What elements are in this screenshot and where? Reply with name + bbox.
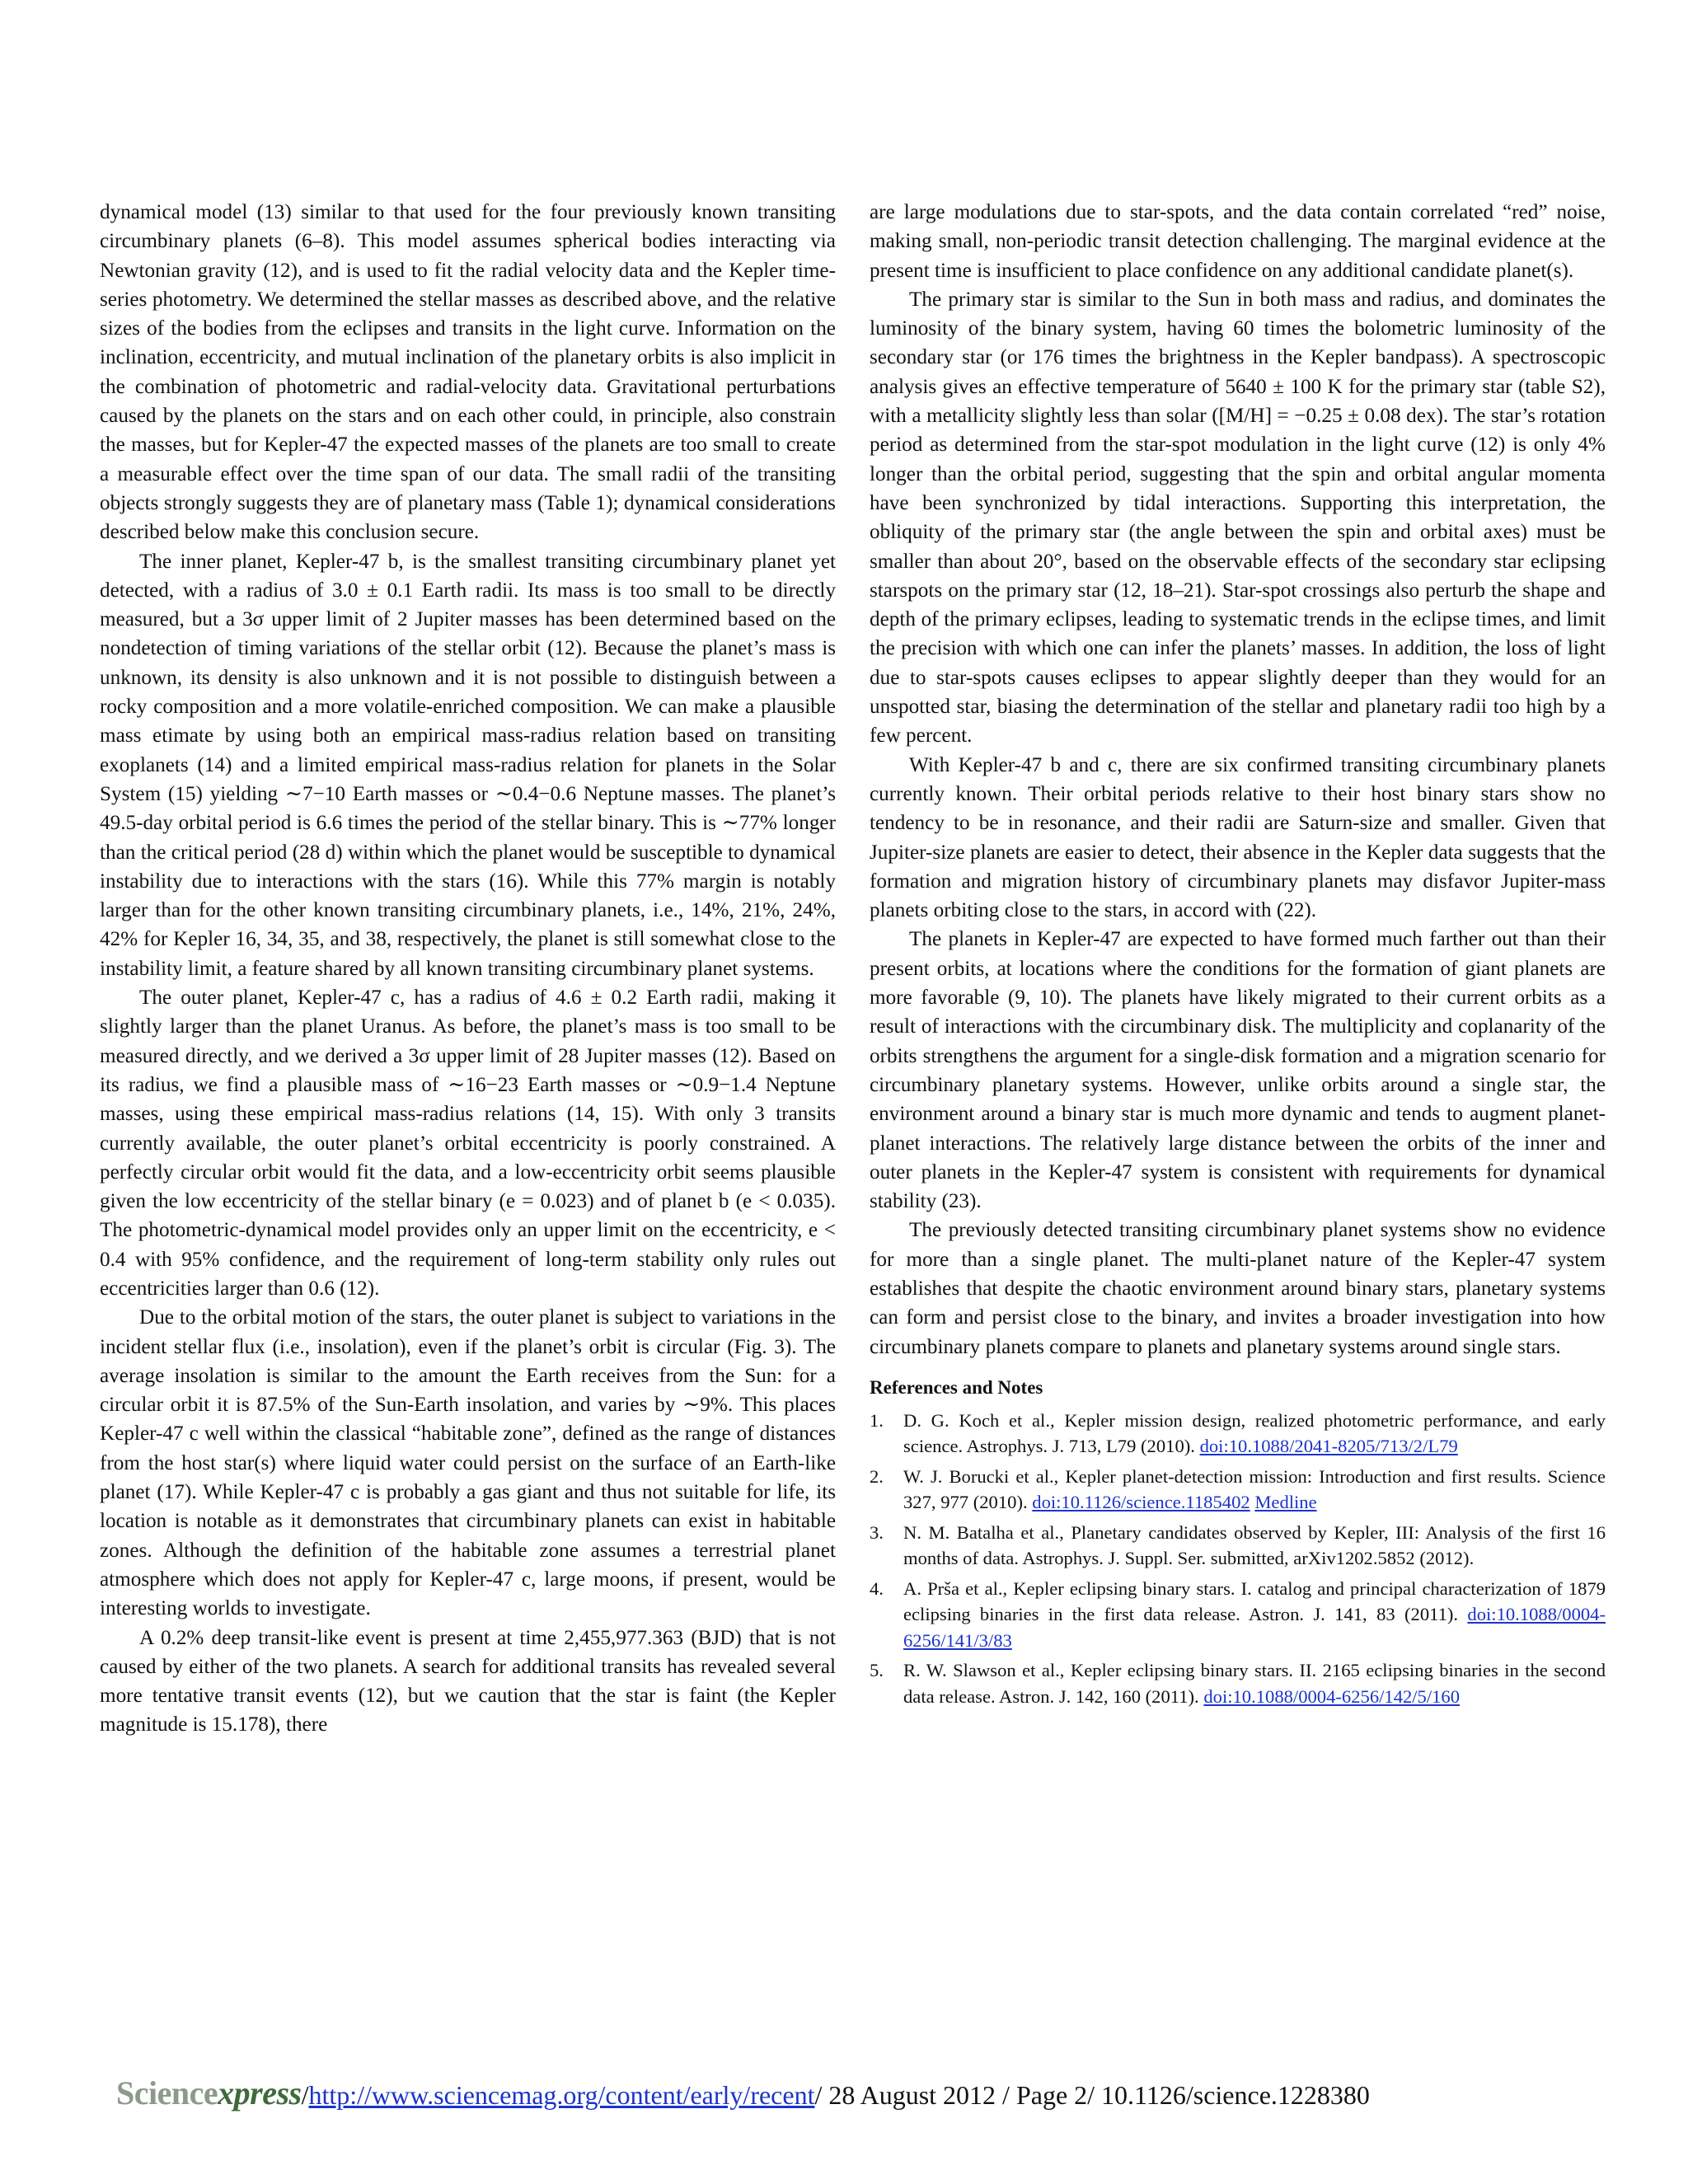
paragraph: The primary star is similar to the Sun in both mass and radius, and dominates the luminosity of the binary system, having 60 times the bolometric luminosity of the secondary star (or 176 times the brightness in the Kepler bandpass). A spectroscopic analysis gives an effective temperature of 5640 ± 100 K for the primary star (table S2), with a metallicity slightly less than solar ([M/H] = −0.25 ± 0.08 dex). The star’s rotation period as determined from the star-spot modulation in the light curve (12) is only 4% longer than the orbital period, suggesting that the spin and orbital angular momenta have been synchronized by tidal interactions. Supporting this interpretation, the obliquity of the primary star (the angle between the spin and orbital axes) must be smaller than about 20°, based on the observable effects of the secondary star eclipsing starspots on the primary star (12, 18–21). Star-spot crossings also perturb the shape and depth of the primary eclipses, leading to systematic trends in the eclipse times, and limit the precision with which one can infer the planets’ masses. In addition, the loss of light due to star-spots causes eclipses to appear slightly deeper than they would for an unspotted star, biasing the determination of the stellar and planetary radii too high by a few percent. (870, 288, 1606, 748)
reference-text: W. J. Borucki et al., Kepler planet-detection mission: Introduction and first results. Science 327, 977 (2010). (903, 1465, 1606, 1513)
reference-text: A. Prša et al., Kepler eclipsing binary stars. I. catalog and principal characterization of 1879 eclipsing binaries in the first data release. Astron. J. 141, 83 (2011). (903, 1577, 1606, 1625)
footer-separator: / (301, 2080, 309, 2110)
reference-item (870, 1657, 1606, 1709)
reference-item (870, 1408, 1606, 1460)
left-column (100, 198, 836, 1740)
paragraph: Due to the orbital motion of the stars, the outer planet is subject to variations in the incident stellar flux (i.e., insolation), even if the planet’s orbit is circular (Fig. 3). The average insolation is similar to the amount the Earth receives from the Sun: for a circular orbit it is 87.5% of the Sun-Earth insolation, and varies by ∼9%. This places Kepler-47 c well within the classical “habitable zone”, defined as the range of distances from the host star(s) where liquid water could persist on the surface of an Earth-like planet (17). While Kepler-47 c is probably a gas giant and thus not suitable for life, its location is notable as it demonstrates that circumbinary planets can exist in habitable zones. Although the definition of the habitable zone assumes a terrestrial planet atmosphere which does not apply for Kepler-47 c, large moons, if present, would be interesting worlds to investigate. (100, 1306, 836, 1620)
references-list (870, 1408, 1606, 1710)
reference-number: 5. (870, 1660, 884, 1681)
reference-number: 4. (870, 1577, 884, 1599)
reference-item (870, 1576, 1606, 1654)
paragraph: The inner planet, Kepler-47 b, is the smallest transiting circumbinary planet yet detected, with a radius of 3.0 ± 0.1 Earth radii. Its mass is too small to be directly measured, but a 3σ upper limit of 2 Jupiter masses has been determined based on the nondetection of timing variations of the stellar orbit (12). Because the planet’s mass is unknown, its density is also unknown and it is not possible to distinguish between a rocky composition and a more volatile-enriched composition. We can make a plausible mass etimate by using both an empirical mass-radius relation based on transiting exoplanets (14) and a limited empirical mass-radius relation for planets in the Solar System (15) yielding ∼7−10 Earth masses or ∼0.4−0.6 Neptune masses. The planet’s 49.5-day orbital period is 6.6 times the period of the stellar binary. This is ∼77% longer than the critical period (28 d) within which the planet would be susceptible to dynamical instability due to interactions with the stars (16). While this 77% margin is notably larger than for the other known transiting circumbinary planets, i.e., 14%, 21%, 24%, 42% for Kepler 16, 34, 35, and 38, respectively, the planet is still somewhat close to the instability limit, a feature shared by all known transiting circumbinary planet systems. (100, 550, 836, 980)
doi-link[interactable]: doi:10.1088/0004-6256/142/5/160 (1203, 1685, 1461, 1707)
paragraph: dynamical model (13) similar to that used for the four previously known transiting circumbinary planets (6–8). This model assumes spherical bodies interacting via Newtonian gravity (12), and is used to fit the radial velocity data and the Kepler time-series photometry. We determined the stellar masses as described above, and the relative sizes of the bodies from the eclipses and transits in the light curve. Information on the inclination, eccentricity, and mutual inclination of the planetary orbits is also implicit in the combination of photometric and radial-velocity data. Gravitational perturbations caused by the planets on the stars and on each other could, in principle, also constrain the masses, but for Kepler-47 the expected masses of the planets are too small to create a measurable effect over the time span of our data. The small radii of the transiting objects strongly suggests they are of planetary mass (Table 1); dynamical considerations described below make this conclusion secure. (100, 201, 836, 544)
page-footer (116, 2074, 1600, 2111)
footer-citation: / 28 August 2012 / Page 2/ 10.1126/science.1228380 (814, 2080, 1370, 2110)
doi-link[interactable]: doi:10.1126/science.1185402 (1032, 1492, 1250, 1513)
science-express-logo: Sciencexpress (116, 2074, 302, 2111)
references-heading: References and Notes (870, 1376, 1043, 1398)
medline-link[interactable]: Medline (1254, 1492, 1317, 1513)
paragraph: The planets in Kepler-47 are expected to have formed much farther out than their present orbits, at locations where the conditions for the formation of giant planets are more favorable (9, 10). The planets have likely migrated to their current orbits as a result of interactions with the circumbinary disk. The multiplicity and coplanarity of the orbits strengthens the argument for a single-disk formation and a migration scenario for circumbinary planetary systems. However, unlike orbits around a single star, the environment around a binary star is much more dynamic and tends to augment planet-planet interactions. The relatively large distance between the orbits of the inner and outer planets in the Kepler-47 system is consistent with requirements for dynamical stability (23). (870, 928, 1606, 1213)
paragraph: A 0.2% deep transit-like event is present at time 2,455,977.363 (BJD) that is not caused by either of the two planets. A search for additional transits has revealed several more tentative transit events (12), but we caution that the star is faint (the Kepler magnitude is 15.178), there (100, 1626, 836, 1736)
paragraph: are large modulations due to star-spots, and the data contain correlated “red” noise, making small, non-periodic transit detection challenging. The marginal evidence at the present time is insufficient to place confidence on any additional candidate planet(s). (870, 201, 1606, 282)
reference-number: 1. (870, 1409, 884, 1431)
reference-number: 2. (870, 1465, 884, 1487)
doi-link[interactable]: doi:10.1088/0004-6256/141/3/83 (903, 1604, 1606, 1651)
right-column (870, 198, 1606, 1713)
reference-item (870, 1464, 1606, 1516)
paragraph: The previously detected transiting circumbinary planet systems show no evidence for more than a single planet. The multi-planet nature of the Kepler-47 system establishes that despite the chaotic environment around binary stars, planetary systems can form and persist close to the binary, and invites a broader investigation into how circumbinary planets compare to planets and planetary systems around single stars. (870, 1219, 1606, 1358)
reference-number: 3. (870, 1521, 884, 1543)
reference-item (870, 1520, 1606, 1572)
doi-link[interactable]: doi:10.1088/2041-8205/713/2/L79 (1199, 1436, 1458, 1457)
footer-url-link[interactable]: http://www.sciencemag.org/content/early/recent (308, 2080, 815, 2110)
reference-text: D. G. Koch et al., Kepler mission design, realized photometric performance, and early science. Astrophys. J. 713, L79 (2010). (903, 1409, 1606, 1457)
paragraph: The outer planet, Kepler-47 c, has a radius of 4.6 ± 0.2 Earth radii, making it slightly larger than the planet Uranus. As before, the planet’s mass is too small to be measured directly, and we derived a 3σ upper limit of 28 Jupiter masses (12). Based on its radius, we find a plausible mass of ∼16−23 Earth masses or ∼0.9−1.4 Neptune masses, using these empirical mass-radius relations (14, 15). With only 3 transits currently available, the outer planet’s orbital eccentricity is poorly constrained. A perfectly circular orbit would fit the data, and a low-eccentricity orbit seems plausible given the low eccentricity of the stellar binary (e = 0.023) and of planet b (e < 0.035). The photometric-dynamical model provides only an upper limit on the eccentricity, e < 0.4 with 95% confidence, and the requirement of long-term stability only rules out eccentricities larger than 0.6 (12). (100, 987, 836, 1300)
reference-text: R. W. Slawson et al., Kepler eclipsing binary stars. II. 2165 eclipsing binaries in the second data release. Astron. J. 142, 160 (2011). (903, 1660, 1606, 1707)
paragraph: With Kepler-47 b and c, there are six confirmed transiting circumbinary planets currently known. Their orbital periods relative to their host binary stars show no tendency to be in resonance, and their radii are Saturn-size and smaller. Given that Jupiter-size planets are easier to detect, their absence in the Kepler data suggests that the formation and migration history of circumbinary planets may disfavor Jupiter-mass planets orbiting close to the stars, in accord with (22). (870, 753, 1606, 922)
reference-text: N. M. Batalha et al., Planetary candidates observed by Kepler, III: Analysis of the first 16 months of data. Astrophys. J. Suppl. Ser. submitted, arXiv1202.5852 (2012). (903, 1521, 1606, 1569)
